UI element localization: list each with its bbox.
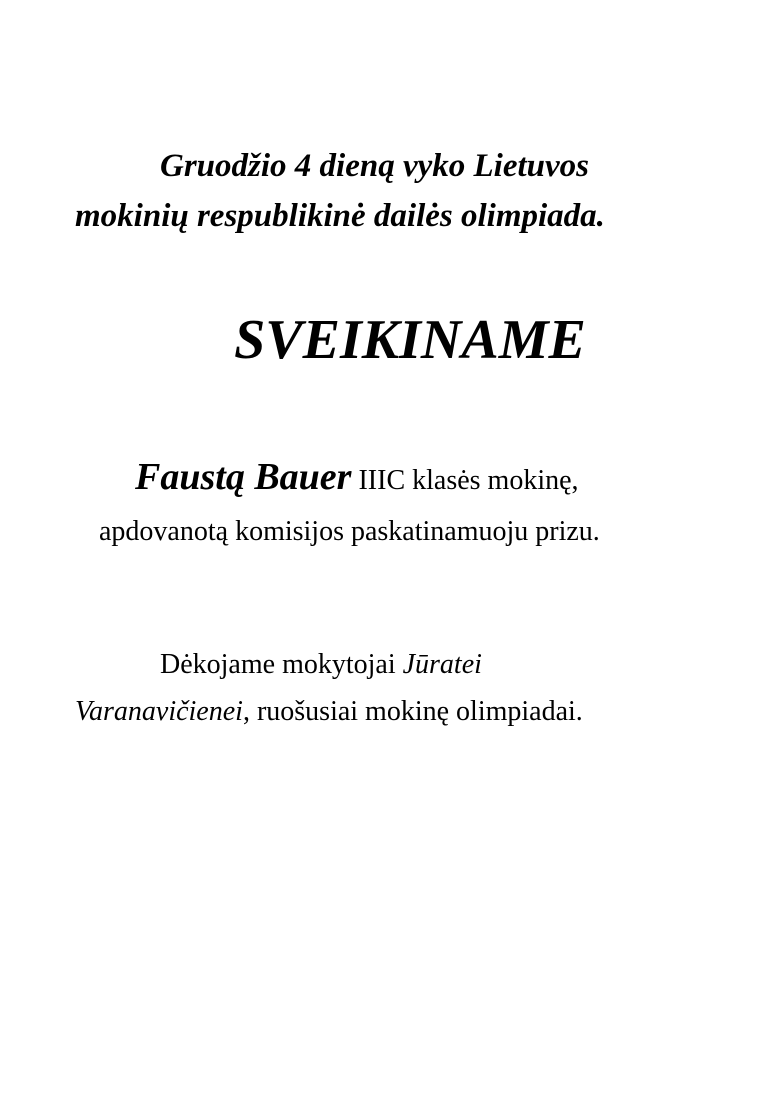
teacher-first-name: Jūratei [402, 649, 482, 680]
headline: SVEIKINAME [234, 309, 586, 371]
thanks-line-1 [160, 645, 482, 685]
thanks-suffix: , ruošusiai mokinę olimpiadai. [242, 696, 583, 727]
winner-name: Faustą Bauer [135, 456, 352, 498]
winner-line-1 [135, 452, 579, 506]
intro-line-2: mokinių respublikinė dailės olimpiada. [75, 198, 605, 234]
winner-class: IIIC klasės mokinę, [358, 465, 579, 496]
teacher-last-name: Varanavičienei [75, 696, 243, 727]
intro-line-1: Gruodžio 4 dieną vyko Lietuvos [160, 148, 589, 184]
thanks-line-2 [75, 692, 583, 732]
thanks-prefix: Dėkojame mokytojai [160, 649, 396, 680]
winner-award: apdovanotą komisijos paskatinamuoju prizu. [99, 516, 600, 547]
